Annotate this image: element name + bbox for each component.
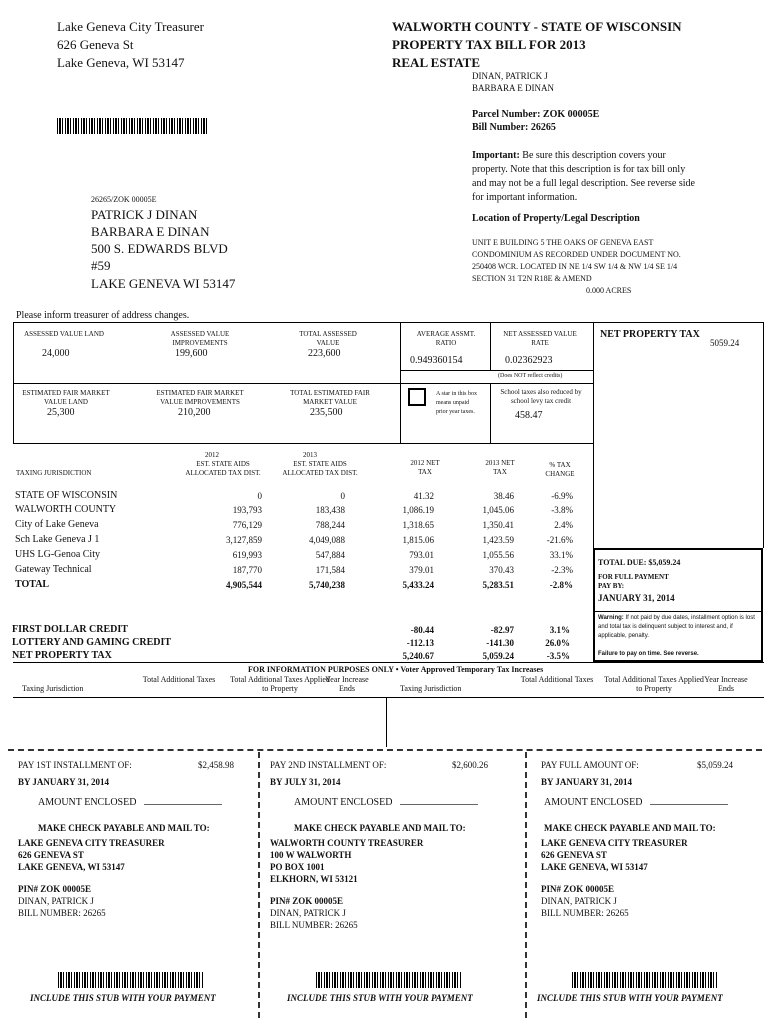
- row-change: 2.4%: [554, 520, 573, 530]
- row-name: Gateway Technical: [15, 564, 92, 575]
- stub-addr: PO BOX 1001: [270, 862, 325, 872]
- barcode: [57, 118, 209, 134]
- credit-tax-2013: -82.97: [490, 625, 514, 635]
- stub-title: PAY 2ND INSTALLMENT OF:: [270, 760, 387, 770]
- bill-title-1: WALWORTH COUNTY - STATE OF WISCONSIN: [392, 19, 682, 34]
- row-tax-2012: 1,318.65: [402, 520, 434, 530]
- mailing-line: BARBARA E DINAN: [91, 224, 210, 239]
- rate-note: (Does NOT reflect credits): [498, 373, 563, 379]
- warning-text: Warning: If not paid by due dates, installment option is lost and total tax is delinquent subject to interest and, if applicable, penalty.: [598, 615, 755, 639]
- stub-title: PAY FULL AMOUNT OF:: [541, 760, 639, 770]
- row-aid-2013: 788,244: [315, 520, 345, 530]
- row-tax-2013: 38.46: [493, 491, 514, 501]
- row-tax-2013: 1,045.06: [482, 505, 514, 515]
- row-aid-2013: 171,584: [315, 565, 345, 575]
- amount-enclosed-field[interactable]: AMOUNT ENCLOSED: [544, 797, 728, 808]
- credit-tax-2013: 5,059.24: [482, 651, 514, 661]
- stub-pin: PIN# ZOK 00005E: [270, 896, 344, 906]
- row-tax-2012: 1,086.19: [402, 505, 434, 515]
- mailing-line: PATRICK J DINAN: [91, 207, 198, 222]
- stub-bill-number: BILL NUMBER: 26265: [18, 908, 106, 918]
- stub-include-note: INCLUDE THIS STUB WITH YOUR PAYMENT: [537, 993, 723, 1003]
- total-tax-2012: 5,433.24: [402, 580, 434, 590]
- row-aid-2013: 183,438: [315, 505, 345, 515]
- stub-addr: LAKE GENEVA, WI 53147: [18, 862, 125, 872]
- total-due-label: TOTAL DUE: $5,059.24: [598, 558, 681, 567]
- row-name: UHS LG-Genoa City: [15, 549, 100, 560]
- credit-name: LOTTERY AND GAMING CREDIT: [12, 637, 172, 648]
- assessed-land-label: ASSESSED VALUE LAND: [24, 330, 104, 338]
- stub-owner: DINAN, PATRICK J: [270, 908, 346, 918]
- tear-line: [258, 752, 260, 1018]
- row-aid-2012: 619,993: [232, 550, 262, 560]
- net-tax-value: 5059.24: [710, 338, 740, 348]
- mailing-line: 500 S. EDWARDS BLVD: [91, 241, 228, 256]
- total-row-name: TOTAL: [15, 579, 50, 590]
- bill-number: Bill Number: 26265: [472, 122, 556, 133]
- amount-enclosed-field[interactable]: AMOUNT ENCLOSED: [38, 797, 222, 808]
- row-aid-2012: 776,129: [232, 520, 262, 530]
- total-tax-2013: 5,283.51: [482, 580, 514, 590]
- row-name: WALWORTH COUNTY: [15, 504, 117, 515]
- row-aid-2012: 193,793: [232, 505, 262, 515]
- voter-total-addl-left: Total Additional Taxes: [142, 675, 216, 684]
- assessed-total-label: TOTAL ASSESSED VALUE: [299, 330, 357, 347]
- stub-owner: DINAN, PATRICK J: [541, 896, 617, 906]
- credit-change: -3.5%: [546, 651, 570, 661]
- stub-pin: PIN# ZOK 00005E: [18, 884, 92, 894]
- row-aid-2013: 0: [340, 491, 345, 501]
- row-aid-2012: 0: [257, 491, 262, 501]
- fmv-impr-value: 210,200: [178, 407, 211, 418]
- assessed-land-value: 24,000: [42, 348, 70, 359]
- rate-value: 0.02362923: [505, 355, 553, 366]
- amount-enclosed-field[interactable]: AMOUNT ENCLOSED: [294, 797, 478, 808]
- stub-payable: MAKE CHECK PAYABLE AND MAIL TO:: [294, 823, 466, 833]
- row-tax-2012: 41.32: [413, 491, 434, 501]
- credit-tax-2012: 5,240.67: [402, 651, 434, 661]
- unpaid-star-box: [408, 388, 426, 406]
- row-tax-2012: 1,815.06: [402, 535, 434, 545]
- stub-due-date: BY JANUARY 31, 2014: [18, 777, 110, 787]
- total-aid-2012: 4,905,544: [226, 580, 262, 590]
- stub-pin: PIN# ZOK 00005E: [541, 884, 615, 894]
- full-payment-date: JANUARY 31, 2014: [598, 593, 675, 603]
- stub-addr: LAKE GENEVA CITY TREASURER: [18, 838, 165, 848]
- pay-by-label: PAY BY:: [598, 582, 625, 590]
- fmv-total-label: TOTAL ESTIMATED FAIR MARKET VALUE: [290, 389, 370, 406]
- treasurer-street: 626 Geneva St: [57, 37, 134, 52]
- row-change: -3.8%: [551, 505, 573, 515]
- row-tax-2013: 1,350.41: [482, 520, 514, 530]
- stub-amount: $2,458.98: [198, 760, 234, 770]
- voter-applied-right: Total Additional Taxes Applied to Property: [604, 675, 704, 693]
- hdr-change: % TAX CHANGE: [545, 461, 575, 478]
- location-heading: Location of Property/Legal Description: [472, 213, 640, 224]
- total-aid-2013: 5,740,238: [309, 580, 345, 590]
- important-note: Important: Be sure this description covers your property. Note that this description is for tax bill only and may not be a full legal description. See reverse side for important information.: [472, 150, 695, 203]
- fmv-total-value: 235,500: [310, 407, 343, 418]
- assessed-impr-label: ASSESSED VALUE IMPROVEMENTS: [170, 330, 230, 347]
- row-name: City of Lake Geneva: [15, 519, 99, 530]
- credit-name: FIRST DOLLAR CREDIT: [12, 624, 128, 635]
- tear-line: [525, 752, 527, 1018]
- row-tax-2013: 1,423.59: [482, 535, 514, 545]
- barcode: [316, 972, 462, 988]
- fmv-land-value: 25,300: [47, 407, 75, 418]
- address-change-note: Please inform treasurer of address changes.: [16, 310, 190, 321]
- fmv-land-label: ESTIMATED FAIR MARKET VALUE LAND: [22, 389, 110, 406]
- row-name: Sch Lake Geneva J 1: [15, 534, 100, 545]
- fmv-impr-label: ESTIMATED FAIR MARKET VALUE IMPROVEMENTS: [156, 389, 244, 406]
- row-change: -21.6%: [546, 535, 573, 545]
- credit-change: 3.1%: [549, 625, 570, 635]
- row-aid-2013: 4,049,088: [309, 535, 345, 545]
- credit-tax-2012: -80.44: [410, 625, 434, 635]
- stub-addr: 626 GENEVA ST: [541, 850, 607, 860]
- row-tax-2012: 379.01: [409, 565, 434, 575]
- row-tax-2013: 1,055.56: [482, 550, 514, 560]
- legal-line-4: SECTION 31 T2N R18E & AMEND: [472, 274, 592, 283]
- credit-name: NET PROPERTY TAX: [12, 650, 112, 661]
- parcel-number: Parcel Number: ZOK 00005E: [472, 109, 600, 120]
- treasurer-name: Lake Geneva City Treasurer: [57, 19, 204, 34]
- hdr-tax-2013: 2013 NET TAX: [485, 459, 515, 476]
- hdr-tax-2012: 2012 NET TAX: [410, 459, 440, 476]
- row-aid-2012: 3,127,859: [226, 535, 262, 545]
- row-aid-2013: 547,884: [315, 550, 345, 560]
- legal-line-3: 250408 WCR. LOCATED IN NE 1/4 SW 1/4 & NW 1/4 SE 1/4: [472, 262, 678, 271]
- star-note: A star in this box means unpaid prior year taxes.: [436, 391, 478, 415]
- mailing-line: LAKE GENEVA WI 53147: [91, 276, 236, 291]
- stub-payable: MAKE CHECK PAYABLE AND MAIL TO:: [544, 823, 716, 833]
- stub-addr: LAKE GENEVA CITY TREASURER: [541, 838, 688, 848]
- stub-addr: LAKE GENEVA, WI 53147: [541, 862, 648, 872]
- stub-due-date: BY JANUARY 31, 2014: [541, 777, 633, 787]
- voter-taxing-left: Taxing Jurisdiction: [22, 684, 84, 693]
- voter-applied-left: Total Additional Taxes Applied to Property: [230, 675, 330, 693]
- stub-due-date: BY JULY 31, 2014: [270, 777, 341, 787]
- row-aid-2012: 187,770: [232, 565, 262, 575]
- hdr-jurisdiction: TAXING JURISDICTION: [16, 469, 92, 477]
- stub-addr: WALWORTH COUNTY TREASURER: [270, 838, 424, 848]
- assmt-ratio-value: 0.949360154: [410, 355, 463, 366]
- stub-amount: $5,059.24: [697, 760, 733, 770]
- owner-1: DINAN, PATRICK J: [472, 71, 548, 81]
- bill-title-2: PROPERTY TAX BILL FOR 2013: [392, 37, 586, 52]
- bill-title-3: REAL ESTATE: [392, 55, 481, 70]
- stub-addr: ELKHORN, WI 53121: [270, 874, 358, 884]
- hdr-aid-2012: EST. STATE AIDS ALLOCATED TAX DIST.: [185, 460, 261, 477]
- tear-line: [8, 749, 762, 751]
- stub-owner: DINAN, PATRICK J: [18, 896, 94, 906]
- stub-amount: $2,600.26: [452, 760, 488, 770]
- mailing-ref: 26265/ZOK 00005E: [91, 195, 157, 204]
- legal-line-1: UNIT E BUILDING 5 THE OAKS OF GENEVA EAST: [472, 238, 654, 247]
- voter-year-left: Year Increase Ends: [325, 675, 369, 693]
- failure-note: Failure to pay on time. See reverse.: [598, 651, 699, 657]
- assessed-total-value: 223,600: [308, 348, 341, 359]
- row-tax-2012: 793.01: [409, 550, 434, 560]
- credit-change: 26.0%: [545, 638, 570, 648]
- barcode: [572, 972, 718, 988]
- acres: 0.000 ACRES: [586, 286, 632, 295]
- stub-include-note: INCLUDE THIS STUB WITH YOUR PAYMENT: [287, 993, 473, 1003]
- rate-label: NET ASSESSED VALUE RATE: [503, 330, 577, 347]
- hdr-2013-year: 2013: [303, 451, 317, 459]
- net-tax-label: NET PROPERTY TAX: [600, 329, 700, 340]
- stub-title: PAY 1ST INSTALLMENT OF:: [18, 760, 132, 770]
- owner-2: BARBARA E DINAN: [472, 83, 555, 93]
- full-payment-label: FOR FULL PAYMENT: [598, 573, 669, 581]
- school-credit-value: 458.47: [515, 410, 543, 421]
- school-credit-label: School taxes also reduced by school levy tax credit: [500, 388, 582, 405]
- voter-title: FOR INFORMATION PURPOSES ONLY • Voter Approved Temporary Tax Increases: [248, 665, 544, 674]
- hdr-aid-2013: EST. STATE AIDS ALLOCATED TAX DIST.: [282, 460, 358, 477]
- total-change: -2.8%: [549, 580, 573, 590]
- stub-addr: 626 GENEVA ST: [18, 850, 84, 860]
- stub-include-note: INCLUDE THIS STUB WITH YOUR PAYMENT: [30, 993, 216, 1003]
- row-change: -2.3%: [551, 565, 573, 575]
- row-tax-2013: 370.43: [489, 565, 514, 575]
- credit-tax-2012: -112.13: [406, 638, 434, 648]
- voter-total-addl-right: Total Additional Taxes: [520, 675, 594, 684]
- voter-year-right: Year Increase Ends: [704, 675, 748, 693]
- hdr-2012-year: 2012: [205, 451, 219, 459]
- row-change: 33.1%: [549, 550, 573, 560]
- credit-tax-2013: -141.30: [486, 638, 514, 648]
- stub-bill-number: BILL NUMBER: 26265: [541, 908, 629, 918]
- assmt-ratio-label: AVERAGE ASSMT. RATIO: [416, 330, 476, 347]
- mailing-line: #59: [91, 258, 111, 273]
- stub-addr: 100 W WALWORTH: [270, 850, 352, 860]
- assessed-impr-value: 199,600: [175, 348, 208, 359]
- row-change: -6.9%: [551, 491, 573, 501]
- row-name: STATE OF WISCONSIN: [15, 490, 118, 501]
- stub-payable: MAKE CHECK PAYABLE AND MAIL TO:: [38, 823, 210, 833]
- barcode: [58, 972, 204, 988]
- stub-bill-number: BILL NUMBER: 26265: [270, 920, 358, 930]
- treasurer-city: Lake Geneva, WI 53147: [57, 55, 185, 70]
- legal-line-2: CONDOMINIUM AS RECORDED UNDER DOCUMENT NO.: [472, 250, 681, 259]
- voter-taxing-right: Taxing Jurisdiction: [400, 684, 462, 693]
